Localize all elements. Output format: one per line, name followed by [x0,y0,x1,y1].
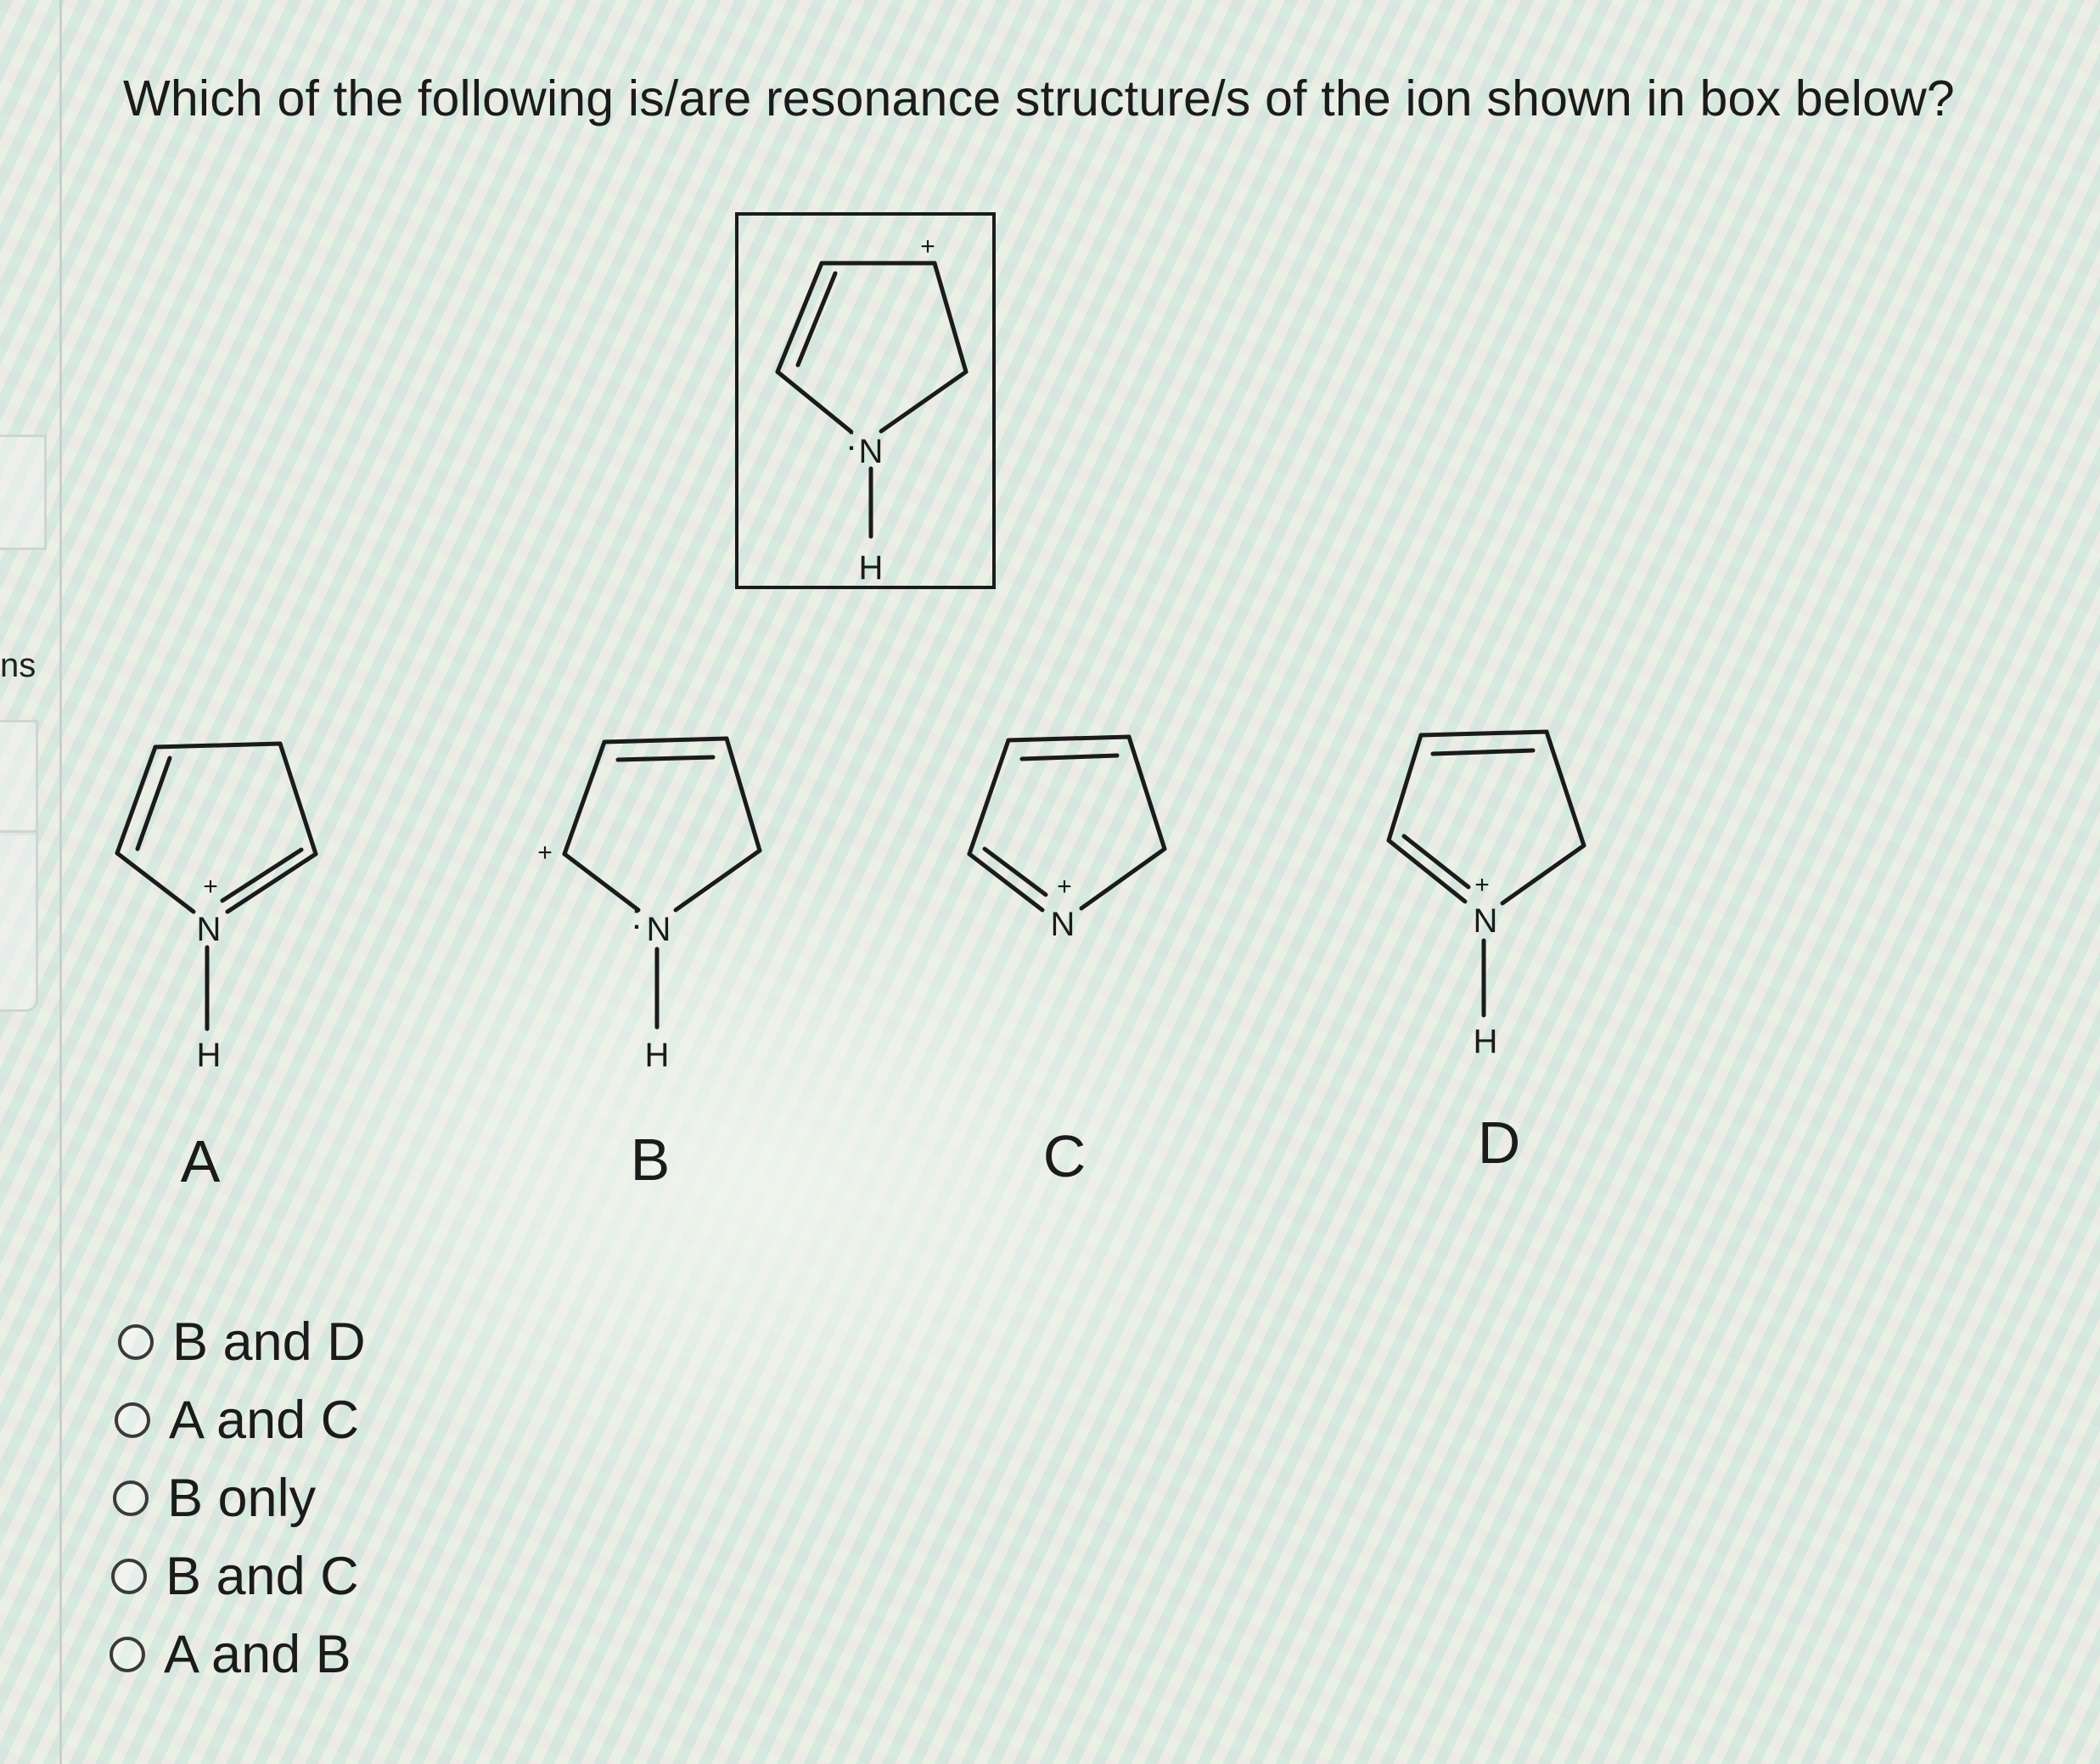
option-a-and-b[interactable] [109,1624,351,1685]
boxed-ion [737,214,994,587]
ion-lone-pair: : [845,417,857,458]
a-bond [227,854,316,912]
radio-button[interactable] [115,1402,150,1438]
ion-charge: + [920,233,935,261]
c-bond [1008,737,1129,740]
structure-label-d: D [1477,1110,1521,1176]
ion-bond [778,372,851,431]
option-a-and-c[interactable] [115,1390,359,1451]
c-bond [1129,737,1165,849]
radio-button[interactable] [118,1324,154,1360]
d-bond [1389,840,1465,902]
b-bond [676,851,760,910]
structure-a [117,744,316,1074]
a-bond [155,744,280,747]
a-bond [117,853,194,912]
c-bond [969,740,1008,854]
d-bond [1389,735,1421,840]
b-bond [564,854,638,910]
sidebar-text-fragment: ns [0,647,36,684]
option-label: B and C [166,1547,359,1606]
d-atom-n: N [1473,902,1498,940]
a-charge: + [203,873,218,901]
c-bond [1081,849,1165,908]
option-b-only[interactable] [113,1468,316,1529]
option-b-and-c[interactable] [111,1546,359,1607]
radio-button[interactable] [111,1559,147,1594]
a-atom-h: H [196,1036,222,1074]
structure-c [969,737,1165,943]
ion-double-bond-inner [798,273,835,365]
b-atom-n: N [646,911,671,948]
b-atom-h: H [644,1036,670,1074]
structure-label-a: A [180,1128,221,1194]
c-atom-n: N [1050,906,1075,943]
structure-label-c: C [1042,1123,1086,1189]
radio-button[interactable] [109,1637,145,1672]
d-bond [1421,732,1547,735]
ion-atom-n: N [858,433,884,470]
question-text: Which of the following is/are resonance structure/s of the ion shown in box below? [123,70,1955,126]
b-double-bond-inner [618,757,713,760]
structure-label-b: B [630,1126,671,1193]
a-double-bond-inner [138,758,170,849]
ion-bond [935,263,966,372]
option-label: B only [167,1469,317,1528]
b-bond [727,739,760,851]
ion-bond [881,372,966,431]
a-double-bond-inner [222,850,301,901]
d-bond [1547,732,1584,845]
b-lone-pair: : [631,896,643,937]
ion-atom-h: H [858,549,884,587]
radio-button[interactable] [113,1480,149,1516]
d-charge: + [1474,871,1490,899]
ion-box [737,214,994,587]
a-bond [280,744,316,854]
structure-b [537,739,760,1074]
d-atom-h: H [1473,1023,1498,1060]
option-b-and-d[interactable] [118,1312,366,1373]
b-charge: + [537,839,553,867]
a-bond [117,747,155,853]
b-bond [564,742,604,854]
c-double-bond-inner [1022,756,1117,759]
option-label: B and D [172,1312,366,1372]
option-label: A and C [169,1390,360,1450]
c-charge: + [1057,873,1072,901]
a-atom-n: N [196,911,222,948]
d-bond [1502,845,1584,903]
structure-d [1389,732,1584,1060]
option-label: A and B [164,1625,351,1684]
b-bond [604,739,727,742]
d-double-bond-inner [1433,750,1533,754]
